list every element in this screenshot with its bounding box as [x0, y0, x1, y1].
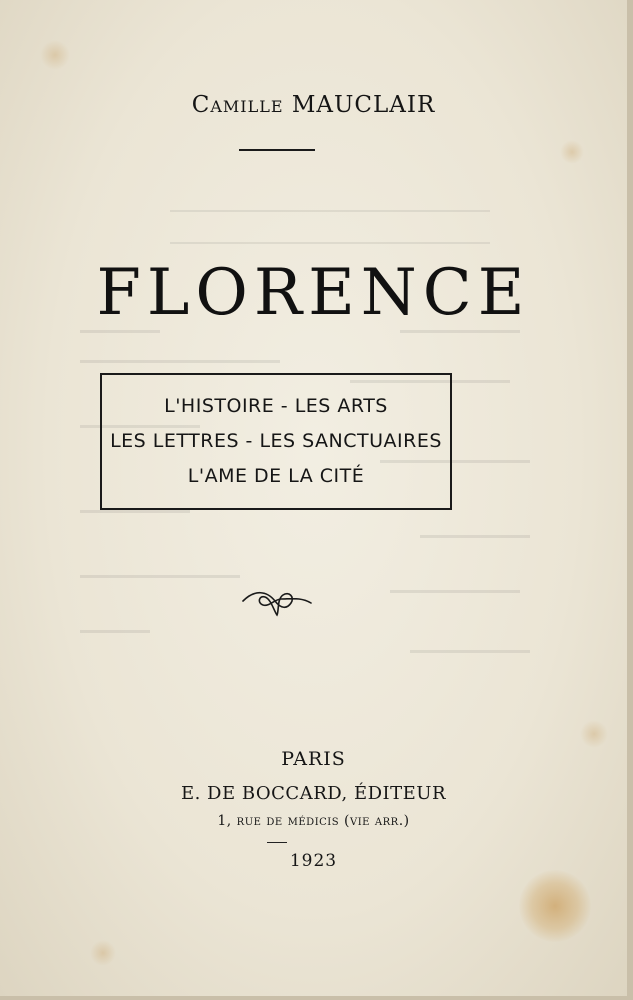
imprint-publisher: E. DE BOCCARD, ÉDITEUR — [180, 783, 447, 804]
foxing-spot — [90, 940, 116, 966]
imprint-address: 1, rue de médicis (vie arr.) — [217, 813, 410, 829]
author-name: Camille MAUCLAIR — [191, 92, 436, 118]
foxing-spot — [40, 40, 70, 70]
subtitle-frame — [100, 373, 452, 510]
subtitle-line-2: LES LETTRES - LES SANCTUAIRES — [110, 430, 442, 452]
imprint-city: PARIS — [281, 748, 346, 770]
subtitle-line-1: L'HISTOIRE - LES ARTS — [164, 395, 388, 417]
foxing-spot — [580, 720, 608, 748]
author-rule — [239, 149, 315, 151]
water-stain — [519, 870, 591, 942]
foxing-spot — [560, 140, 584, 164]
subtitle-line-3: L'AME DE LA CITÉ — [187, 465, 365, 487]
book-title: FLORENCE — [96, 256, 531, 330]
scroll-flourish-icon — [241, 585, 313, 619]
year-rule — [267, 842, 287, 843]
publication-year: 1923 — [289, 851, 338, 871]
